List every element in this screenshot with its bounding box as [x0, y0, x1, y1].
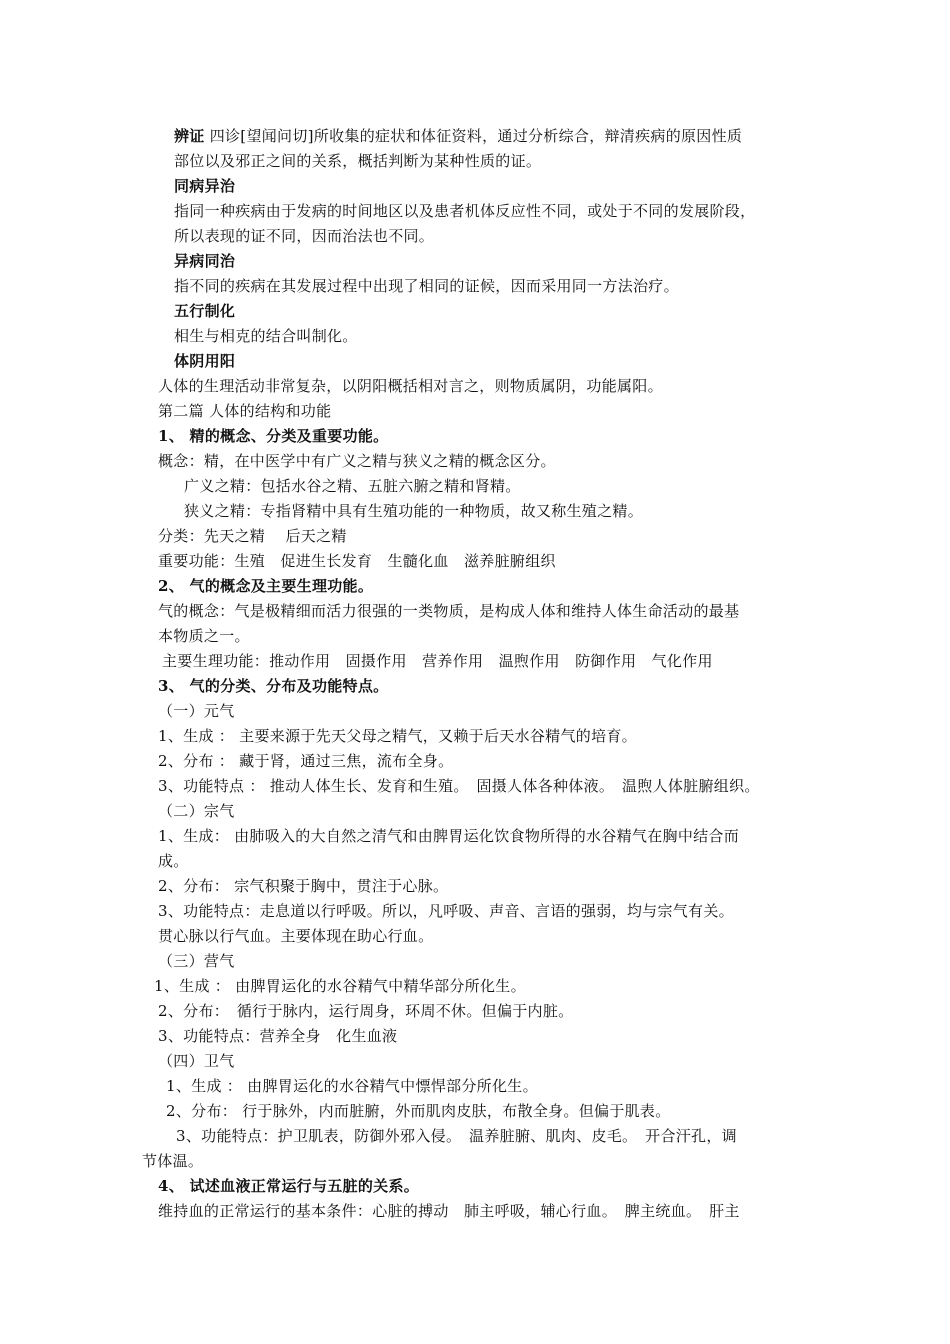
weiqi-title: （四）卫气	[158, 1052, 235, 1070]
yuanqi-title: （一）元气	[158, 702, 235, 720]
yingqi-item-1: 1、生成 ： 由脾胃运化的水谷精气中精华部分所化生。	[154, 977, 526, 995]
tongbing-text-1: 指同一种疾病由于发病的时间地区以及患者机体反应性不同，或处于不同的发展阶段，	[174, 202, 756, 220]
term-yibing: 异病同治	[174, 252, 236, 270]
q1-classification: 分类：先天之精 后天之精	[158, 527, 347, 545]
wuxing-text-1: 相生与相克的结合叫制化。	[174, 327, 358, 345]
q3-heading: 3、 气的分类、分布及功能特点。	[158, 677, 389, 695]
term-bianzheng: 辨证	[174, 127, 205, 145]
yingqi-item-3: 3、功能特点：营养全身 化生血液	[158, 1027, 398, 1045]
q1-narrow: 狭义之精：专指肾精中具有生殖功能的一种物质，故又称生殖之精。	[184, 502, 644, 520]
term-wuxing: 五行制化	[174, 302, 236, 320]
weiqi-item-1: 1、生成 ： 由脾胃运化的水谷精气中慓悍部分所化生。	[166, 1077, 538, 1095]
yuanqi-item-1: 1、生成 ： 主要来源于先天父母之精气，又赖于后天水谷精气的培育。	[158, 727, 637, 745]
bianzheng-text-2: 部位以及邪正之间的关系，概括判断为某种性质的证。	[174, 152, 542, 170]
q1-broad: 广义之精：包括水谷之精、五脏六腑之精和肾精。	[184, 477, 521, 495]
zongqi-title: （二）宗气	[158, 802, 235, 820]
term-tiyin: 体阴用阳	[174, 352, 236, 370]
tiyin-text-1: 人体的生理活动非常复杂，以阴阳概括相对言之，则物质属阴，功能属阳。	[158, 377, 663, 395]
yingqi-title: （三）营气	[158, 952, 235, 970]
q4-text-1: 维持血的正常运行的基本条件：心脏的搏动 肺主呼吸，辅心行血。 脾主统血。 肝主	[158, 1202, 740, 1220]
yuanqi-item-2: 2、分布 ： 藏于肾，通过三焦，流布全身。	[158, 752, 454, 770]
bianzheng-text-1: 四诊[望闻问切]所收集的症状和体征资料，通过分析综合，辩清疾病的原因性质	[209, 127, 743, 145]
zongqi-item-2: 2、分布： 宗气积聚于胸中，贯注于心脉。	[158, 877, 449, 895]
yuanqi-item-3: 3、功能特点 ： 推动人体生长、发育和生殖。 固摄人体各种体液。 温煦人体脏腑组织。	[158, 777, 760, 795]
tongbing-text-2: 所以表现的证不同，因而治法也不同。	[174, 227, 435, 245]
q2-concept-2: 本物质之一。	[158, 627, 250, 645]
term-tongbing: 同病异治	[174, 177, 236, 195]
zongqi-item-1a: 1、生成： 由肺吸入的大自然之清气和由脾胃运化饮食物所得的水谷精气在胸中结合而	[158, 827, 740, 845]
yingqi-item-2: 2、分布： 循行于脉内，运行周身，环周不休。但偏于内脏。	[158, 1002, 574, 1020]
weiqi-item-3a: 3、功能特点：护卫肌表，防御外邪入侵。 温养脏腑、肌肉、皮毛。 开合汗孔，调	[176, 1127, 737, 1145]
part2-title: 第二篇 人体的结构和功能	[158, 402, 332, 420]
zongqi-item-3b: 贯心脉以行气血。主要体现在助心行血。	[158, 927, 434, 945]
yibing-text-1: 指不同的疾病在其发展过程中出现了相同的证候，因而采用同一方法治疗。	[174, 277, 679, 295]
q2-heading: 2、 气的概念及主要生理功能。	[158, 577, 374, 595]
q1-concept: 概念：精，在中医学中有广义之精与狭义之精的概念区分。	[158, 452, 556, 470]
q4-heading: 4、 试述血液正常运行与五脏的关系。	[158, 1177, 420, 1195]
zongqi-item-1b: 成。	[158, 852, 189, 870]
q1-heading: 1、 精的概念、分类及重要功能。	[158, 427, 389, 445]
zongqi-item-3a: 3、功能特点：走息道以行呼吸。所以，凡呼吸、声音、言语的强弱，均与宗气有关。	[158, 902, 734, 920]
q2-concept-1: 气的概念：气是极精细而活力很强的一类物质，是构成人体和维持人体生命活动的最基	[158, 602, 740, 620]
q2-function: 主要生理功能：推动作用 固摄作用 营养作用 温煦作用 防御作用 气化作用	[162, 652, 713, 670]
weiqi-item-3b: 节体温。	[142, 1152, 204, 1170]
bianzheng-paragraph	[174, 127, 742, 145]
weiqi-item-2: 2、分布： 行于脉外，内而脏腑，外而肌肉皮肤，布散全身。但偏于肌表。	[166, 1102, 671, 1120]
q1-function: 重要功能：生殖 促进生长发育 生髓化血 滋养脏腑组织	[158, 552, 556, 570]
